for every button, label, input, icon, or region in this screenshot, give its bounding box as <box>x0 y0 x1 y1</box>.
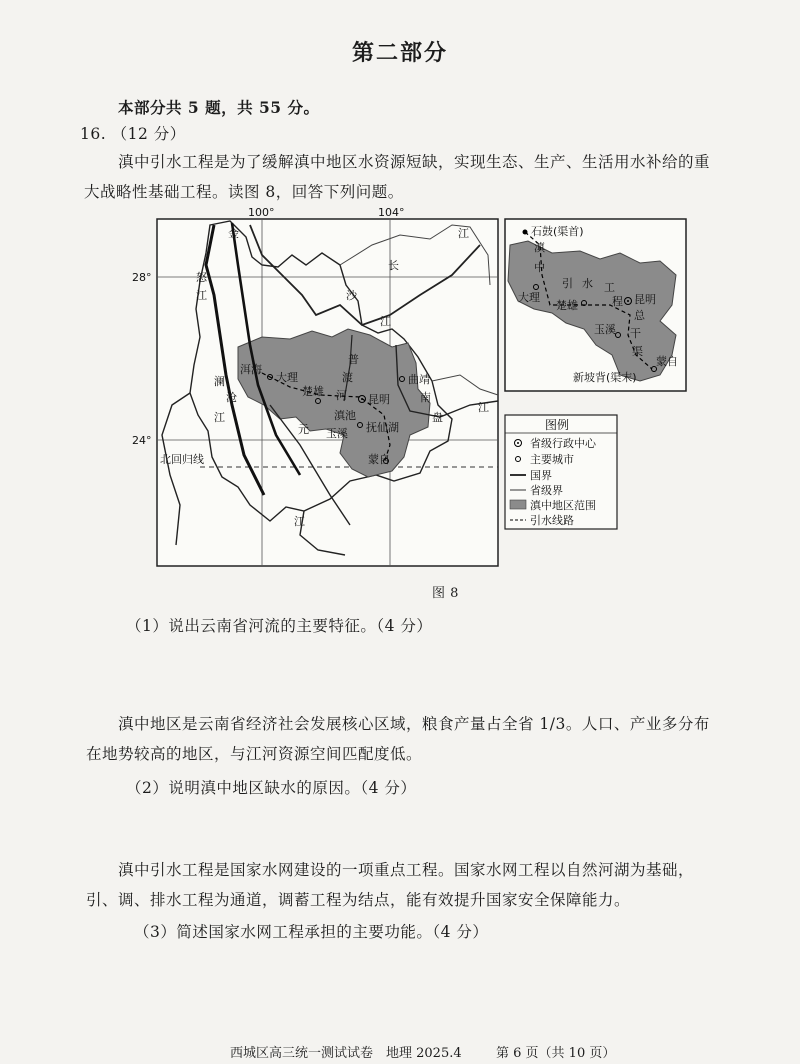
svg-text:省级界: 省级界 <box>530 484 563 497</box>
passage3-line2: 引、调、排水工程为通道，调蓄工程为结点，能有效提升国家安全保障能力。 <box>86 891 631 909</box>
question-stem-line2: 大战略性基础工程。读图 8，回答下列问题。 <box>84 183 404 201</box>
svg-text:楚雄: 楚雄 <box>556 299 578 312</box>
sub-question-1: （1）说出云南省河流的主要特征。（4 分） <box>126 617 433 635</box>
river-label-lan: 澜 <box>214 375 225 388</box>
lat-label-24: 24° <box>132 434 152 447</box>
sub-question-2: （2）说明滇中地区缺水的原因。（4 分） <box>126 779 417 797</box>
svg-text:省级行政中心: 省级行政中心 <box>530 437 596 450</box>
question-header <box>80 122 186 144</box>
section-intro: 本部分共 5 题，共 55 分。 <box>118 98 320 117</box>
river-label-he: 河 <box>336 389 347 402</box>
svg-text:石鼓(渠首): 石鼓(渠首) <box>531 225 584 238</box>
inset-route-char-6: 程 <box>612 295 623 308</box>
svg-text:滇中地区范围: 滇中地区范围 <box>530 499 596 512</box>
passage2-line2: 在地势较高的地区，与江河资源空间匹配度低。 <box>86 745 423 763</box>
city-mengzi <box>368 452 390 466</box>
lat-label-28: 28° <box>132 271 152 284</box>
question-number: 16. <box>80 125 107 143</box>
river-label-jiang2: 江 <box>458 227 469 240</box>
legend-title: 图例 <box>545 418 570 432</box>
sub-question-3: （3）简述国家水网工程承担的主要功能。（4 分） <box>134 923 489 941</box>
svg-text:昆明: 昆明 <box>634 293 656 306</box>
inset-route-char-2: 中 <box>534 261 545 274</box>
river-label-sha: 沙 <box>346 289 357 302</box>
figure-caption: 图 8 <box>432 586 459 601</box>
river-label-jiang1: 江 <box>380 315 391 328</box>
lake-dianchi <box>334 408 356 422</box>
river-label-nu: 怒 <box>196 271 207 284</box>
lon-label-104: 104° <box>378 206 405 219</box>
footer-left: 西城区高三统一测试试卷 地理 2025.4 <box>230 1046 462 1061</box>
river-label-chang: 长 <box>388 259 399 272</box>
inset-route-char-1: 滇 <box>534 241 545 254</box>
lon-label-100: 100° <box>248 206 275 219</box>
river-label-cang: 沧 <box>226 391 237 404</box>
inset-route-char-5: 工 <box>604 281 615 294</box>
svg-text:大理: 大理 <box>276 371 298 384</box>
tropic-label: 北回归线 <box>160 453 204 466</box>
svg-text:滇池: 滇池 <box>334 409 356 422</box>
passage3-line1: 滇中引水工程是国家水网建设的一项重点工程。国家水网工程以自然河湖为基础， <box>118 861 695 879</box>
figure-8 <box>0 205 800 615</box>
footer-page: 第 6 页（共 10 页） <box>496 1046 616 1061</box>
inset-route-char-3: 引 <box>562 277 573 290</box>
svg-text:昆明: 昆明 <box>368 393 390 406</box>
svg-text:玉溪: 玉溪 <box>326 427 348 440</box>
city-erhai <box>240 362 262 376</box>
river-label-jin: 金 <box>228 227 239 240</box>
river-label-jiang3: 江 <box>478 401 489 414</box>
river-label-pan: 盘 <box>432 411 443 424</box>
inset-route-char-7: 总 <box>634 309 645 322</box>
inset-city-xinpobei <box>573 370 637 384</box>
inset-city-shigu <box>523 224 584 238</box>
river-label-yuan: 元 <box>298 423 309 436</box>
river-label-du: 渡 <box>342 371 353 384</box>
lake-fuxianhu <box>366 420 399 434</box>
river-label-jiang4: 江 <box>196 289 207 302</box>
svg-text:曲靖: 曲靖 <box>408 373 430 386</box>
question-stem-line1: 滇中引水工程是为了缓解滇中地区水资源短缺，实现生态、生产、生活用水补给的重 <box>118 153 711 171</box>
svg-text:抚仙湖: 抚仙湖 <box>366 421 399 434</box>
question-points: （12 分） <box>111 125 186 143</box>
svg-text:楚雄: 楚雄 <box>302 385 324 398</box>
svg-text:蒙自: 蒙自 <box>368 453 390 466</box>
river-label-pu: 普 <box>348 353 359 366</box>
section-title: 第二部分 <box>351 40 448 66</box>
svg-text:引水线路: 引水线路 <box>530 514 574 527</box>
svg-text:玉溪: 玉溪 <box>594 323 616 336</box>
inset-route-char-9: 渠 <box>632 345 643 358</box>
inset-route-char-8: 干 <box>630 327 641 340</box>
svg-text:主要城市: 主要城市 <box>530 453 574 466</box>
svg-text:洱海: 洱海 <box>240 363 262 376</box>
river-label-nan: 南 <box>420 391 431 404</box>
river-label-jiang6: 江 <box>294 515 305 528</box>
svg-text:蒙自: 蒙自 <box>656 355 678 368</box>
svg-text:新坡背(渠末): 新坡背(渠末) <box>573 371 637 384</box>
svg-text:国界: 国界 <box>530 469 552 482</box>
river-label-jiang5: 江 <box>214 411 225 424</box>
passage2-line1: 滇中地区是云南省经济社会发展核心区域，粮食产量占全省 1/3。人口、产业多分布 <box>118 715 710 733</box>
svg-text:大理: 大理 <box>518 291 540 304</box>
inset-route-char-4: 水 <box>582 277 593 290</box>
